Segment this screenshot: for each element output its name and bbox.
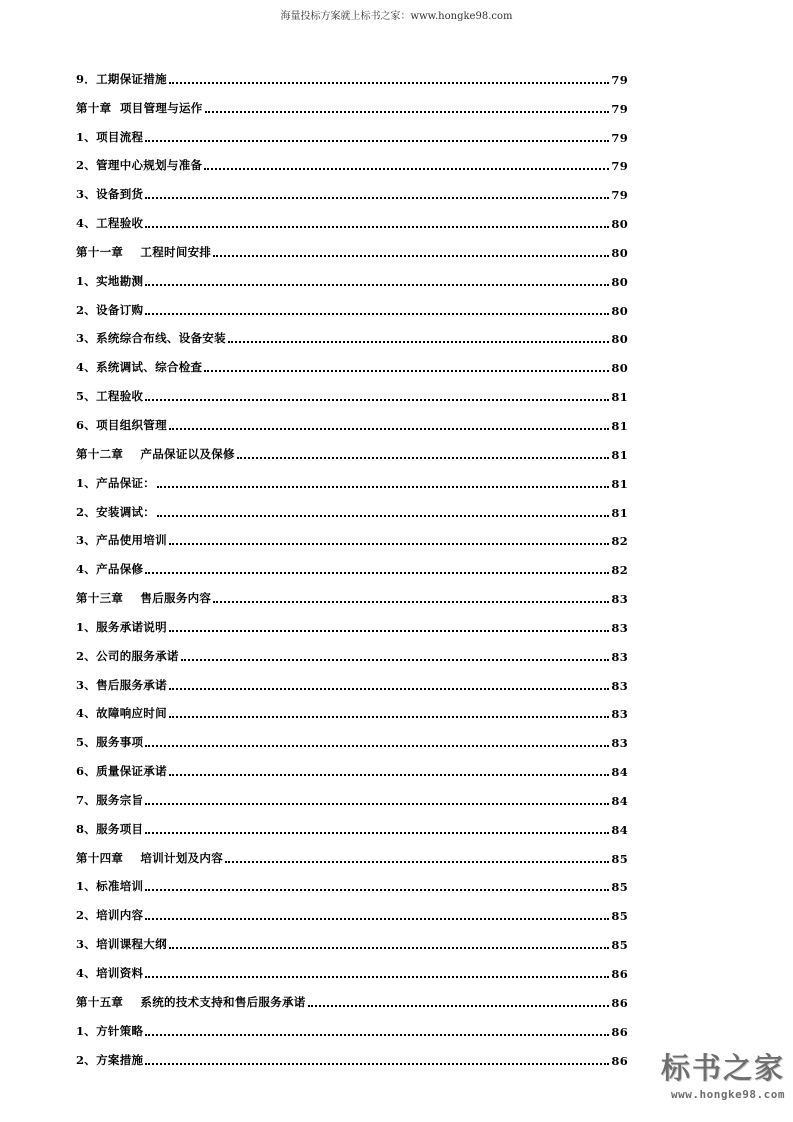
toc-entry[interactable] xyxy=(76,58,628,87)
toc-entry-page: 83 xyxy=(611,620,628,635)
dot-leader xyxy=(169,428,609,430)
toc-entry-title: 1、实地勘测 xyxy=(76,273,144,288)
toc-entry[interactable] xyxy=(76,606,628,635)
toc-entry[interactable] xyxy=(76,664,628,693)
toc-entry[interactable] xyxy=(76,779,628,808)
toc-entry-page: 83 xyxy=(611,707,628,722)
toc-entry-page: 84 xyxy=(611,793,628,808)
dot-leader xyxy=(204,370,609,372)
dot-leader xyxy=(145,572,609,574)
toc-entry-title: 2、培训内容 xyxy=(76,908,144,923)
toc-entry-title: 第十四章 培训计划及内容 xyxy=(76,850,224,865)
page-header: 海量投标方案就上标书之家：www.hongke98.com xyxy=(280,11,513,22)
dot-leader xyxy=(145,226,609,228)
toc-entry[interactable] xyxy=(76,721,628,750)
toc-entry-title: 4、故障响应时间 xyxy=(76,706,167,721)
toc-entry-page: 83 xyxy=(611,649,628,664)
dot-leader xyxy=(145,1034,609,1036)
toc-entry-title: 7、服务宗旨 xyxy=(76,792,144,807)
toc-entry-page: 86 xyxy=(611,967,628,981)
toc-entry-page: 83 xyxy=(611,678,628,693)
dot-leader xyxy=(213,601,609,603)
toc-entry-title: 6、项目组织管理 xyxy=(76,417,167,432)
toc-entry-title: 第十三章 售后服务内容 xyxy=(76,591,212,606)
dot-leader xyxy=(204,168,609,170)
toc-entry-page: 83 xyxy=(611,736,628,751)
toc-entry-title: 3、设备到货 xyxy=(76,187,144,202)
toc-entry-page: 81 xyxy=(611,390,628,405)
toc-entry-page: 86 xyxy=(611,995,628,1010)
toc-entry-title: 第十五章 系统的技术支持和售后服务承诺 xyxy=(76,994,306,1009)
toc-entry-page: 82 xyxy=(611,534,628,549)
toc-entry-title: 4、系统调试、综合检查 xyxy=(76,360,203,375)
toc-entry-title: 8、服务项目 xyxy=(76,821,144,836)
dot-leader xyxy=(157,515,609,517)
toc-entry[interactable] xyxy=(76,433,628,462)
toc-entry[interactable] xyxy=(76,577,628,606)
toc-entry-title: 2、安装调试： xyxy=(76,504,156,519)
dot-leader xyxy=(228,341,609,343)
toc-entry-page: 81 xyxy=(611,505,628,520)
toc-entry-page: 85 xyxy=(611,938,628,953)
dot-leader xyxy=(145,1063,609,1065)
toc-entry-title: 2、方案措施 xyxy=(76,1052,144,1067)
toc-entry-page: 80 xyxy=(611,303,628,318)
dot-leader xyxy=(181,659,610,661)
logo-url: www.hongke98.com xyxy=(671,1088,785,1101)
toc-entry[interactable] xyxy=(76,866,628,895)
toc-entry-title: 4、产品保修 xyxy=(76,562,144,577)
toc-entry[interactable] xyxy=(76,318,628,347)
toc-entry-title: 1、标准培训 xyxy=(76,879,144,894)
dot-leader xyxy=(169,716,609,718)
toc-entry-title: 2、公司的服务承诺 xyxy=(76,648,179,663)
toc-entry-title: 2、管理中心规划与准备 xyxy=(76,158,203,173)
dot-leader xyxy=(169,774,609,776)
toc-entry[interactable] xyxy=(76,894,628,923)
toc-entry-page: 85 xyxy=(611,851,628,866)
toc-entry-page: 79 xyxy=(611,159,628,174)
dot-leader xyxy=(169,543,609,545)
toc-entry[interactable] xyxy=(76,404,628,433)
toc-entry[interactable] xyxy=(76,1010,628,1039)
toc-entry-title: 5、服务事项 xyxy=(76,735,144,750)
toc-entry[interactable] xyxy=(76,462,628,491)
toc-entry[interactable] xyxy=(76,173,628,202)
toc-entry[interactable] xyxy=(76,981,628,1010)
dot-leader xyxy=(145,313,609,315)
dot-leader xyxy=(145,803,609,805)
toc-entry[interactable] xyxy=(76,693,628,722)
toc-entry-page: 81 xyxy=(611,476,628,491)
toc-entry-title: 4、培训资料 xyxy=(76,966,144,980)
toc-entry-page: 81 xyxy=(611,447,628,462)
toc-entry[interactable] xyxy=(76,520,628,549)
toc-entry-page: 81 xyxy=(611,418,628,433)
dot-leader xyxy=(308,1005,610,1007)
table-of-contents xyxy=(76,58,628,1068)
toc-entry-title: 5、工程验收 xyxy=(76,389,144,404)
watermark-logo xyxy=(625,1052,785,1110)
toc-entry[interactable] xyxy=(76,923,628,952)
dot-leader xyxy=(145,140,609,142)
toc-entry-title: 3、培训课程大纲 xyxy=(76,937,167,952)
toc-entry[interactable] xyxy=(76,289,628,318)
toc-entry-title: 第十一章 工程时间安排 xyxy=(76,244,212,259)
toc-entry-title: 1、项目流程 xyxy=(76,129,144,144)
toc-entry[interactable] xyxy=(76,808,628,837)
toc-entry[interactable] xyxy=(76,635,628,664)
toc-entry-title: 9．工期保证措施 xyxy=(76,71,167,86)
toc-entry-title: 3、系统综合布线、设备安装 xyxy=(76,331,226,346)
toc-entry[interactable] xyxy=(76,1039,628,1068)
dot-leader xyxy=(169,688,609,690)
toc-entry-title: 第十二章 产品保证以及保修 xyxy=(76,446,235,461)
toc-entry-page: 79 xyxy=(611,188,628,203)
dot-leader xyxy=(169,82,609,84)
dot-leader xyxy=(157,486,609,488)
toc-entry-title: 1、产品保证： xyxy=(76,475,156,490)
toc-entry-page: 79 xyxy=(611,72,628,87)
dot-leader xyxy=(145,745,609,747)
toc-entry-page: 86 xyxy=(611,1024,628,1039)
toc-entry[interactable] xyxy=(76,346,628,375)
toc-entry-page: 86 xyxy=(611,1053,628,1068)
dot-leader xyxy=(145,976,609,978)
dot-leader xyxy=(169,630,609,632)
toc-entry[interactable] xyxy=(76,231,628,260)
toc-entry[interactable] xyxy=(76,750,628,779)
toc-entry-title: 4、工程验收 xyxy=(76,216,144,231)
toc-entry[interactable] xyxy=(76,87,628,116)
toc-entry[interactable] xyxy=(76,260,628,289)
toc-entry-page: 80 xyxy=(611,274,628,289)
toc-entry[interactable] xyxy=(76,202,628,231)
toc-entry-page: 83 xyxy=(611,592,628,607)
dot-leader xyxy=(225,861,609,863)
dot-leader xyxy=(145,832,609,834)
logo-mark: 标书之家 xyxy=(660,1051,785,1085)
toc-entry-page: 80 xyxy=(611,217,628,232)
toc-entry[interactable] xyxy=(76,491,628,520)
dot-leader xyxy=(205,111,610,113)
dot-leader xyxy=(145,399,609,401)
toc-entry-title: 2、设备订购 xyxy=(76,302,144,317)
toc-entry[interactable] xyxy=(76,952,628,981)
toc-entry-title: 3、售后服务承诺 xyxy=(76,677,167,692)
toc-entry-page: 84 xyxy=(611,765,628,780)
toc-entry-title: 6、质量保证承诺 xyxy=(76,764,167,779)
toc-entry[interactable] xyxy=(76,548,628,577)
dot-leader xyxy=(145,918,609,920)
dot-leader xyxy=(169,947,609,949)
toc-entry-page: 80 xyxy=(611,332,628,347)
toc-entry-page: 82 xyxy=(611,563,628,578)
dot-leader xyxy=(145,889,609,891)
toc-entry[interactable] xyxy=(76,145,628,174)
dot-leader xyxy=(237,457,610,459)
toc-entry-page: 85 xyxy=(611,880,628,895)
toc-entry-page: 80 xyxy=(611,361,628,376)
toc-entry-page: 84 xyxy=(611,822,628,837)
toc-entry[interactable] xyxy=(76,116,628,145)
toc-entry-title: 3、产品使用培训 xyxy=(76,533,167,548)
toc-entry-page: 79 xyxy=(611,130,628,145)
toc-entry-title: 第十章 项目管理与运作 xyxy=(76,100,203,115)
toc-entry[interactable] xyxy=(76,837,628,866)
toc-entry-page: 79 xyxy=(611,101,628,116)
dot-leader xyxy=(145,197,609,199)
toc-entry-title: 1、服务承诺说明 xyxy=(76,619,167,634)
dot-leader xyxy=(145,284,609,286)
dot-leader xyxy=(213,255,609,257)
toc-entry-page: 85 xyxy=(611,909,628,924)
toc-entry-title: 1、方针策略 xyxy=(76,1023,144,1038)
toc-entry-page: 80 xyxy=(611,245,628,260)
toc-entry[interactable] xyxy=(76,375,628,404)
